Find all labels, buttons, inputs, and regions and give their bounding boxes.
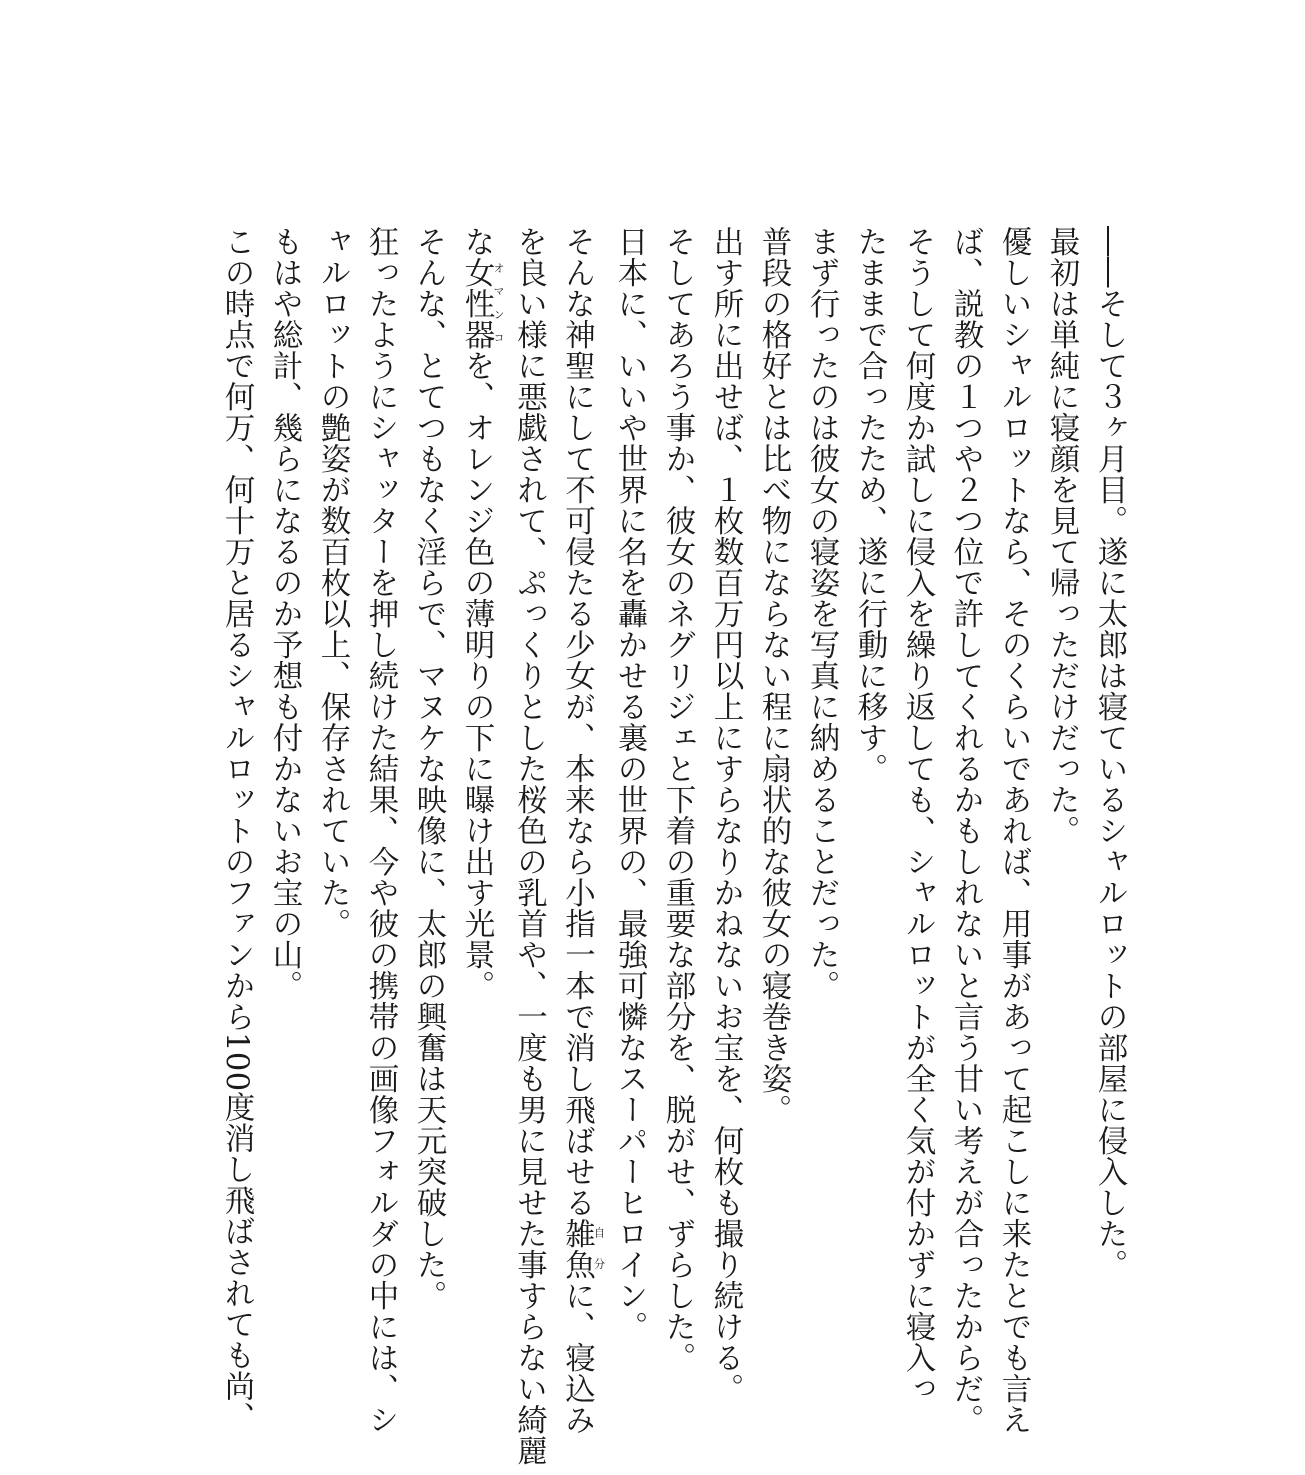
ruby-reading: 自分 (592, 1218, 606, 1280)
text-line: この時点で何万、何十万と居るシャルロットのファンから100度消し飛ばされても尚、 (219, 226, 254, 1433)
text-line: 最初は単純に寝顔を見て帰っただけだった。 (1044, 226, 1079, 846)
ruby-annotation (459, 257, 505, 350)
text-line-with-ruby (553, 226, 606, 1435)
text-line: ャルロットの艶姿が数百枚以上、保存されていた。 (315, 226, 350, 939)
ruby-reading: オマンコ (492, 257, 505, 350)
text-line: そしてあろう事か、彼女のネグリジェと下着の重要な部分を、脱がせ、ずらした。 (660, 226, 695, 1373)
text-line: もはや総計、幾らになるのか予想も付かないお宝の山。 (267, 226, 302, 1001)
text-line: 出す所に出せば、１枚数百万円以上にすらなりかねないお宝を、何枚も撮り続ける。 (708, 226, 743, 1404)
text-line: 普段の格好とは比べ物にならない程に扇状的な彼女の寝巻き姿。 (756, 226, 791, 1125)
text-line: そんな、とてつもなく淫らで、マヌケな映像に、太郎の興奮は天元突破した。 (411, 226, 446, 1311)
text-line: ば、説教の１つや２つ位で許してくれるかもしれないと言う甘い考えが合ったからだ。 (948, 226, 983, 1435)
text-line: ――そして３ヶ月目。遂に太郎は寝ているシャルロットの部屋に侵入した。 (1092, 226, 1127, 1280)
text-line: 狂ったようにシャッターを押し続けた結果、今や彼の携帯の画像フォルダの中には、シ (363, 226, 398, 1435)
text-line: そうして何度か試しに侵入を繰り返しても、シャルロットが全く気が付かずに寝入っ (900, 226, 935, 1404)
text-line: たままで合ったため、遂に行動に移す。 (852, 226, 887, 784)
text-fragment: に、寝込み (559, 1280, 595, 1435)
text-line-with-ruby (452, 226, 505, 1316)
ruby-base: 女性器 (459, 257, 494, 350)
text-fragment: そんな神聖にして不可侵たる少女が、本来なら小指一本で消し飛ばせる (559, 226, 595, 1218)
text-line: 優しいシャルロットなら、そのくらいであれば、用事があって起こしに来たとでも言え (996, 226, 1031, 1435)
ruby-annotation (559, 1218, 606, 1280)
vertical-text-block (212, 226, 1133, 1466)
text-fragment: な (459, 226, 494, 257)
text-line: を良い様に悪戯されて、ぷっくりとした桜色の乳首や、一度も男に見せた事すらない綺麗 (511, 226, 547, 1466)
text-line: まず行ったのは彼女の寝姿を写真に納めることだった。 (804, 226, 839, 1001)
text-fragment: を、オレンジ色の薄明りの下に曝け出す光景。 (459, 350, 494, 1001)
text-line: 日本に、いいや世界に名を轟かせる裏の世界の、最強可憐なスーパーヒロイン。 (612, 226, 647, 1342)
ruby-base: 雑魚 (559, 1218, 595, 1280)
